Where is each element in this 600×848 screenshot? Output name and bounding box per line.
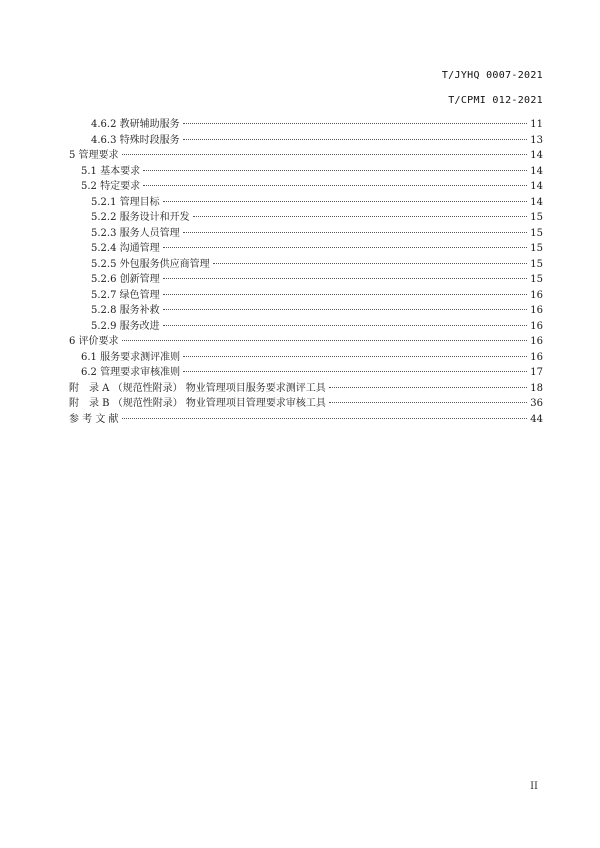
toc-entry[interactable]: [69, 332, 543, 348]
toc-entry[interactable]: [69, 224, 543, 240]
toc-entry[interactable]: [69, 162, 543, 178]
toc-entry-page: 15: [530, 227, 543, 239]
toc-entry-title: 附 录 A （规范性附录） 物业管理项目服务要求测评工具: [69, 382, 326, 394]
toc-entry[interactable]: [69, 146, 543, 162]
toc-entry[interactable]: [69, 317, 543, 333]
toc-entry-page: 18: [530, 382, 543, 394]
toc-entry[interactable]: [69, 193, 543, 209]
standard-number-jyhq: T/JYHQ 0007-2021: [441, 70, 543, 81]
toc-entry-page: 14: [530, 150, 543, 161]
toc-dot-leader: [183, 371, 527, 372]
toc-entry-title: 4.6.3 特殊时段服务: [91, 134, 180, 146]
standard-number-cpmi: T/CPMI 012-2021: [448, 95, 543, 106]
toc-entry-title: 5 管理要求: [69, 150, 119, 161]
toc-dot-leader: [163, 278, 528, 279]
toc-entry-title: 5.2.7 绿色管理: [91, 289, 160, 301]
toc-entry[interactable]: [69, 286, 543, 302]
toc-dot-leader: [122, 340, 528, 341]
toc-entry[interactable]: [69, 348, 543, 364]
toc-entry-page: 14: [530, 165, 543, 177]
toc-dot-leader: [163, 201, 528, 202]
toc-dot-leader: [183, 123, 528, 124]
toc-dot-leader: [122, 154, 528, 155]
toc-entry-title: 5.2.9 服务改进: [91, 320, 160, 332]
toc-entry-page: 14: [530, 196, 543, 208]
toc-entry[interactable]: [69, 131, 543, 147]
toc-entry-title: 参 考 文 献: [69, 413, 119, 425]
toc-entry-title: 5.2.5 外包服务供应商管理: [91, 258, 210, 270]
toc-dot-leader: [163, 309, 528, 310]
toc-dot-leader: [329, 402, 527, 403]
toc-entry-page: 15: [530, 274, 543, 285]
toc-dot-leader: [183, 356, 527, 357]
toc-dot-leader: [163, 247, 528, 248]
toc-entry[interactable]: [69, 394, 543, 410]
toc-entry-title: 5.2.2 服务设计和开发: [91, 212, 190, 223]
toc-entry-title: 6.1 服务要求测评准则: [81, 351, 181, 363]
toc-entry[interactable]: [69, 301, 543, 317]
toc-entry-page: 15: [530, 212, 543, 223]
toc-entry[interactable]: [69, 270, 543, 286]
toc-entry-title: 5.1 基本要求: [81, 165, 141, 177]
toc-entry-page: 16: [530, 351, 543, 363]
toc-entry-title: 6.2 管理要求审核准则: [81, 367, 181, 378]
toc-dot-leader: [143, 170, 527, 171]
toc-entry[interactable]: [69, 177, 543, 193]
toc-dot-leader: [122, 418, 528, 419]
toc-dot-leader: [183, 139, 528, 140]
toc-entry[interactable]: [69, 239, 543, 255]
toc-entry-page: 16: [530, 305, 543, 316]
toc-entry-page: 16: [530, 320, 543, 332]
toc-entry[interactable]: [69, 363, 543, 379]
toc-dot-leader: [183, 232, 528, 233]
toc-dot-leader: [163, 294, 528, 295]
toc-entry-title: 6 评价要求: [69, 336, 119, 347]
toc-entry-title: 4.6.2 教研辅助服务: [91, 119, 180, 130]
toc-entry-title: 5.2.1 管理目标: [91, 196, 160, 208]
toc-entry-page: 15: [530, 258, 543, 270]
toc-entry[interactable]: [69, 208, 543, 224]
toc-entry-page: 17: [530, 367, 543, 378]
toc-entry-page: 14: [530, 181, 543, 192]
toc-entry-page: 16: [530, 289, 543, 301]
toc-entry-page: 44: [530, 413, 543, 425]
toc-entry-title: 5.2 特定要求: [81, 181, 141, 192]
toc-dot-leader: [329, 387, 528, 388]
toc-entry-page: 36: [530, 398, 543, 409]
toc-dot-leader: [193, 216, 528, 217]
toc-entry-page: 11: [530, 119, 543, 130]
toc-dot-leader: [143, 185, 527, 186]
toc-entry[interactable]: [69, 255, 543, 271]
toc-dot-leader: [213, 263, 528, 264]
toc-dot-leader: [163, 325, 528, 326]
toc-entry-page: 15: [530, 243, 543, 254]
toc-entry-title: 5.2.3 服务人员管理: [91, 227, 180, 239]
toc-entry-page: 16: [530, 336, 543, 347]
toc-entry-title: 5.2.6 创新管理: [91, 274, 160, 285]
page-number: II: [530, 781, 538, 792]
table-of-contents: [69, 115, 543, 425]
toc-entry[interactable]: [69, 410, 543, 426]
toc-entry[interactable]: [69, 115, 543, 131]
toc-entry-title: 5.2.8 服务补救: [91, 305, 160, 316]
toc-entry-title: 5.2.4 沟通管理: [91, 243, 160, 254]
toc-entry[interactable]: [69, 379, 543, 395]
toc-entry-page: 13: [530, 134, 543, 146]
toc-entry-title: 附 录 B （规范性附录） 物业管理项目管理要求审核工具: [69, 398, 326, 409]
